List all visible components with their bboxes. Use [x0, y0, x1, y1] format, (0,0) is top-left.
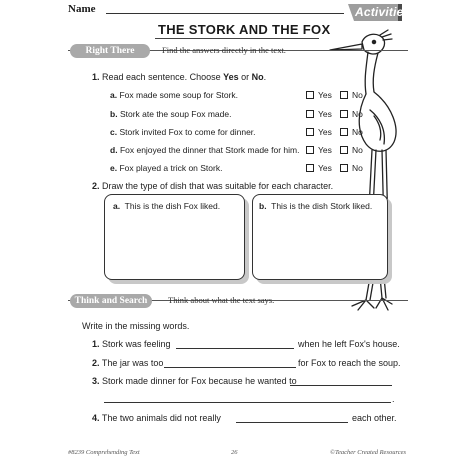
item-d-yes-checkbox[interactable]: [306, 146, 314, 154]
sentence-start: The two animals did not really: [101, 413, 221, 423]
item-text: Stork ate the soup Fox made.: [119, 109, 232, 119]
item-text: Fox made some soup for Stork.: [119, 90, 239, 100]
prompt-yes: Yes: [223, 72, 239, 82]
prompt-no: No: [251, 72, 264, 82]
section-think-search-instruction: Think about what the text says.: [168, 295, 275, 305]
fill-in-2-blank[interactable]: [164, 367, 296, 368]
item-letter: c.: [110, 127, 118, 137]
fill-in-2-post: for Fox to reach the soup.: [298, 358, 401, 368]
name-label: Name: [68, 3, 96, 15]
fill-in-4-blank[interactable]: [236, 422, 348, 423]
yes-label: Yes: [318, 163, 332, 173]
yes-label: Yes: [318, 109, 332, 119]
yes-label: Yes: [318, 127, 332, 137]
no-label: No: [352, 90, 363, 100]
fill-in-3-blank-line-1[interactable]: [290, 385, 392, 386]
fill-in-3-blank-line-2[interactable]: [104, 402, 391, 403]
fill-in-4-pre: [92, 413, 221, 423]
prompt-text: Draw the type of dish that was suitable for each character.: [102, 181, 334, 191]
fill-in-4-post: each other.: [352, 413, 397, 423]
question-1-item-d: [110, 145, 299, 155]
section-think-search-tab: Think and Search: [70, 294, 152, 308]
prompt-text: Read each sentence. Choose: [102, 72, 224, 82]
sentence-start: Stork made dinner for Fox because he wanted to: [102, 376, 297, 386]
sentence-start: The jar was too: [101, 358, 164, 368]
question-1-prompt: [92, 72, 266, 82]
dish-box-fox-label: [113, 201, 220, 211]
box-letter: a.: [113, 201, 121, 211]
no-label: No: [352, 127, 363, 137]
fill-in-2-pre: [92, 358, 163, 368]
sentence-start: Stork was feeling: [102, 339, 171, 349]
no-label: No: [352, 145, 363, 155]
footer-copyright: ©Teacher Created Resources: [330, 449, 407, 456]
question-number: 3.: [92, 376, 100, 386]
item-letter: b.: [110, 109, 118, 119]
item-a-yes-checkbox[interactable]: [306, 91, 314, 99]
footer-book-title: #8239 Comprehending Text: [68, 449, 140, 456]
fill-in-1-post: when he left Fox's house.: [298, 339, 400, 349]
section-right-there-tab: Right There: [70, 44, 150, 58]
question-1-item-b: [110, 109, 231, 119]
item-d-no-checkbox[interactable]: [340, 146, 348, 154]
fill-in-3-end: .: [392, 394, 395, 404]
dish-box-stork-label: [259, 201, 372, 211]
item-text: Fox enjoyed the dinner that Stork made for him.: [119, 145, 300, 155]
question-2-prompt: [92, 181, 333, 191]
item-e-yes-checkbox[interactable]: [306, 164, 314, 172]
yes-label: Yes: [318, 90, 332, 100]
item-b-no-checkbox[interactable]: [340, 110, 348, 118]
name-write-line[interactable]: [106, 13, 344, 14]
activities-label: Activities: [355, 5, 411, 19]
item-letter: d.: [110, 145, 118, 155]
no-label: No: [352, 163, 363, 173]
question-number: 2.: [92, 181, 100, 191]
item-e-no-checkbox[interactable]: [340, 164, 348, 172]
prompt-end: .: [263, 72, 267, 82]
item-text: Stork invited Fox to come for dinner.: [119, 127, 256, 137]
fill-in-1-pre: [92, 339, 171, 349]
question-1-item-e: [110, 163, 222, 173]
fill-in-3-pre: [92, 376, 297, 386]
box-letter: b.: [259, 201, 267, 211]
prompt-or: or: [238, 72, 252, 82]
item-a-no-checkbox[interactable]: [340, 91, 348, 99]
yes-label: Yes: [318, 145, 332, 155]
fill-in-1-blank[interactable]: [176, 348, 294, 349]
box-text: This is the dish Stork liked.: [271, 201, 373, 211]
question-number: 4.: [92, 413, 100, 423]
question-number: 1.: [92, 72, 100, 82]
item-letter: e.: [110, 163, 118, 173]
section-right-there-instruction: Find the answers directly in the text.: [162, 45, 286, 55]
box-text: This is the dish Fox liked.: [124, 201, 221, 211]
question-number: 2.: [92, 358, 100, 368]
fill-in-intro: Write in the missing words.: [82, 321, 190, 331]
question-1-item-c: [110, 127, 256, 137]
item-text: Fox played a trick on Stork.: [119, 163, 223, 173]
title-underline: [155, 38, 319, 39]
question-1-item-a: [110, 90, 238, 100]
footer-page-number: 26: [231, 449, 238, 456]
item-c-yes-checkbox[interactable]: [306, 128, 314, 136]
page-title: THE STORK AND THE FOX: [158, 22, 331, 37]
no-label: No: [352, 109, 363, 119]
item-letter: a.: [110, 90, 118, 100]
question-number: 1.: [92, 339, 100, 349]
item-b-yes-checkbox[interactable]: [306, 110, 314, 118]
item-c-no-checkbox[interactable]: [340, 128, 348, 136]
